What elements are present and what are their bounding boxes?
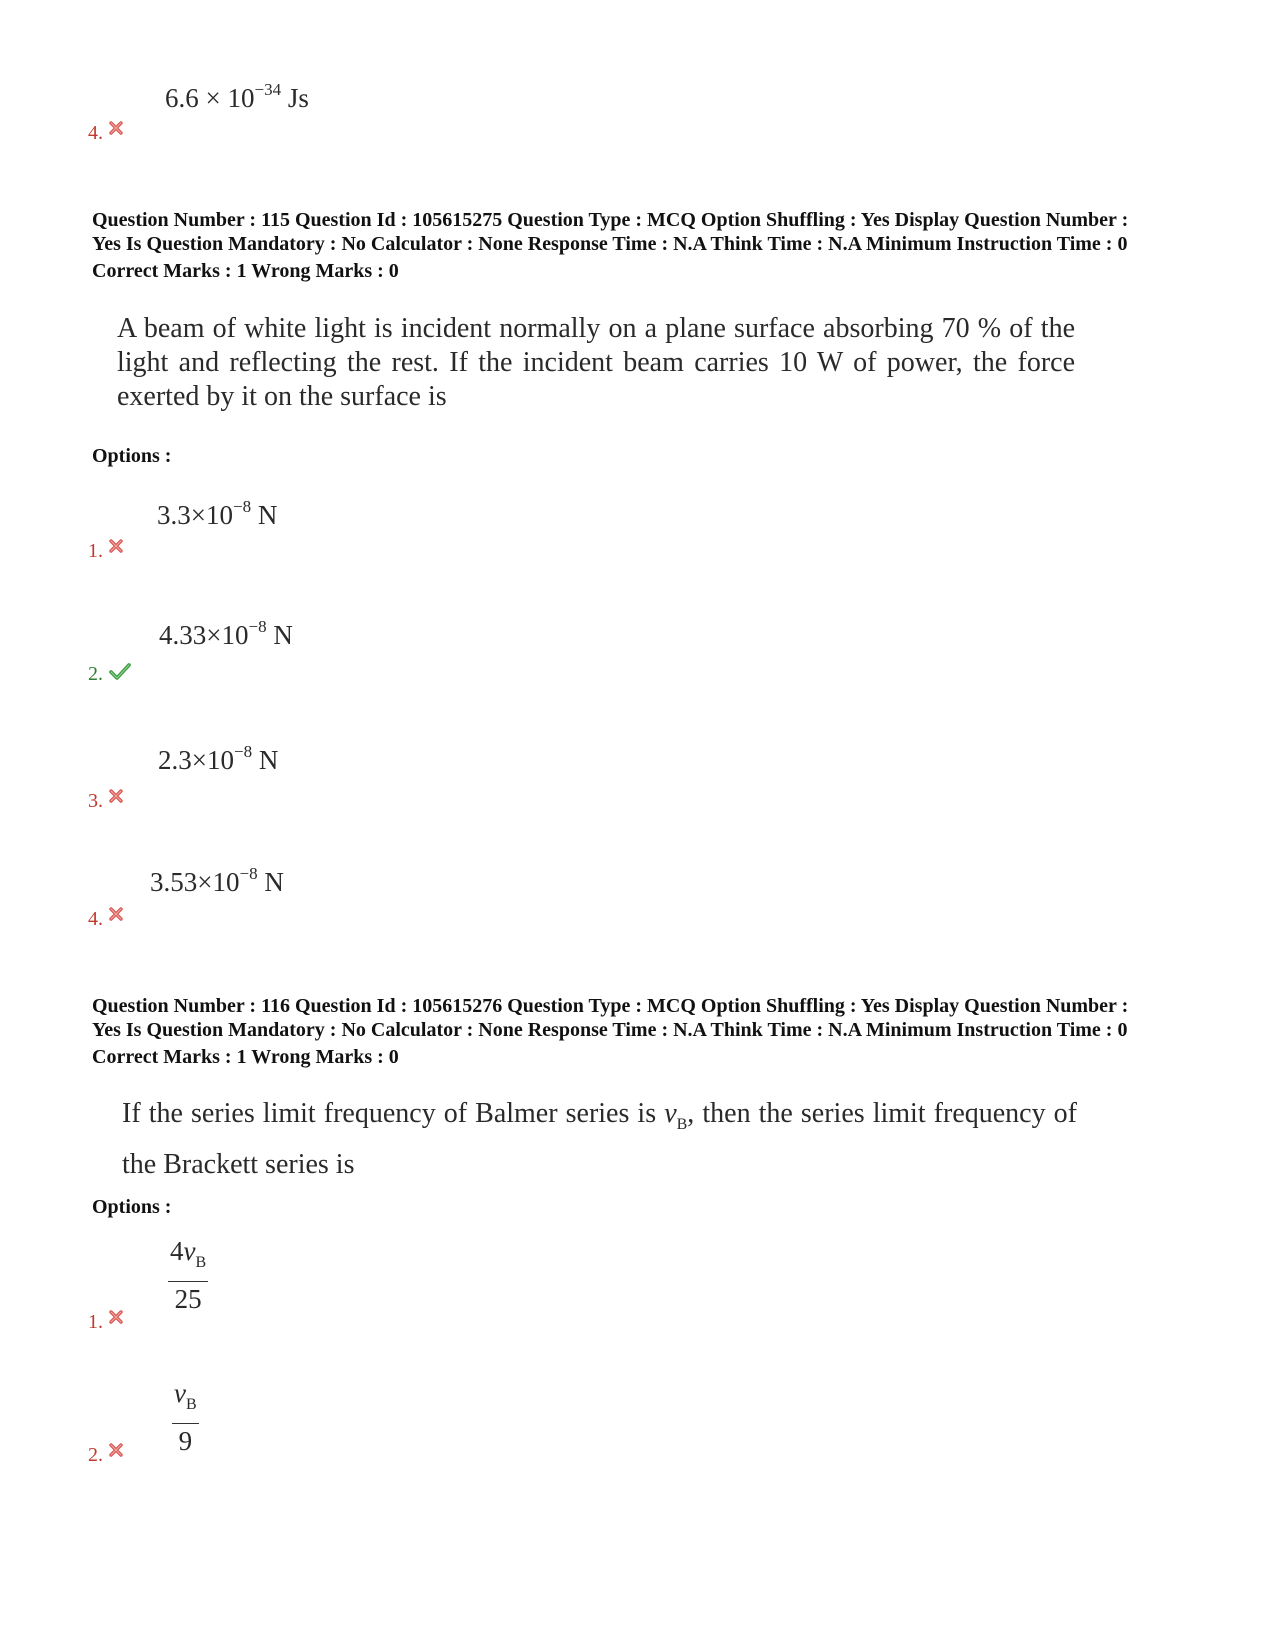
cross-icon (109, 789, 123, 803)
cross-icon (109, 907, 123, 921)
q115-marks: Correct Marks : 1 Wrong Marks : 0 (92, 260, 399, 282)
q115-options-label: Options : (92, 445, 172, 467)
q116-meta: Question Number : 116 Question Id : 105615276 Question Type : MCQ Option Shuffling : Yes Display Question Number : Yes Is Question Mandatory : No Calculator : None Response Time : N.A Think Time : N.A Minimum Instruction Time : 0 (92, 995, 1129, 1041)
q116-option-2-value[interactable]: $\frac{\nu_B}{9}$ (174, 1378, 197, 1456)
prev-option-4-marker: 4. (88, 122, 123, 145)
q116-marks: Correct Marks : 1 Wrong Marks : 0 (92, 1046, 399, 1068)
q116-options-label: Options : (92, 1196, 172, 1218)
check-icon (109, 662, 131, 680)
q115-option-1-value[interactable]: $3.3\times 10^{-8}$ N (157, 497, 278, 530)
cross-icon (109, 539, 123, 553)
q116-option-1-value[interactable]: $\frac{4\nu_B}{25}$ (170, 1236, 207, 1314)
cross-icon (109, 121, 123, 135)
q116-question-text: If the series limit frequency of Balmer series is $\nu_B$, then the series limit frequency of the Brackett series is (122, 1098, 1077, 1180)
q115-meta: Question Number : 115 Question Id : 105615275 Question Type : MCQ Option Shuffling : Yes Display Question Number : Yes Is Question Mandatory : No Calculator : None Response Time : N.A Think Time : N.A Minimum Instruction Time : 0 (92, 209, 1129, 255)
q115-option-1-marker: 1. (88, 540, 123, 563)
prev-option-4-value: $6.6 \times 10^{-34}$ Js (165, 80, 309, 113)
q116-option-2-marker: 2. (88, 1444, 123, 1467)
q116-option-1-marker: 1. (88, 1311, 123, 1334)
cross-icon (109, 1443, 123, 1457)
q115-option-2-value[interactable]: $4.33\times 10^{-8}$ N (159, 617, 293, 650)
nu-b-symbol: $\nu_B$ (664, 1098, 688, 1133)
q115-option-2-marker: 2. (88, 663, 131, 686)
q115-question-text: A beam of white light is incident normally on a plane surface absorbing 70 % of the light and reflecting the rest. If the incident beam carries 10 W of power, the force exerted by it on the surface is (117, 313, 1075, 412)
q115-option-4-value[interactable]: $3.53\times 10^{-8}$ N (150, 864, 284, 897)
cross-icon (109, 1310, 123, 1324)
q115-option-3-value[interactable]: $2.3\times 10^{-8}$ N (158, 742, 279, 775)
q115-option-3-marker: 3. (88, 790, 123, 813)
q115-option-4-marker: 4. (88, 908, 123, 931)
